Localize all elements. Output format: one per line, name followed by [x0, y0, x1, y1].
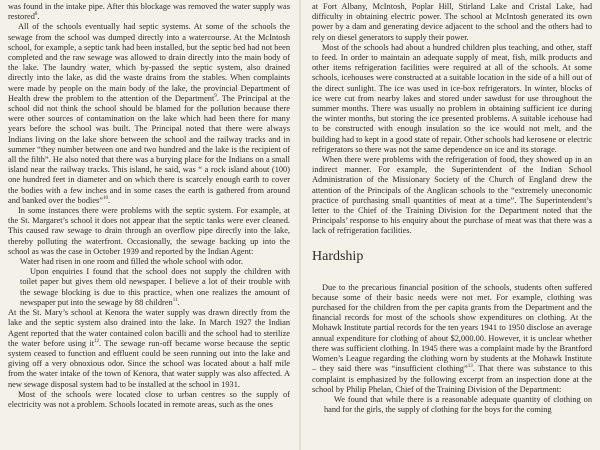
section-heading: Hardship: [312, 248, 364, 264]
block-quote: Water had risen in one room and filled the whole school with odor.: [20, 257, 243, 267]
right-column: [312, 2, 592, 415]
footnote-ref: 11: [172, 298, 178, 304]
paragraph-text: was found in the intake pipe. After this blockage was removed the water supply was restored: [8, 2, 290, 22]
paragraph-text: . That there was substance to this complaint is emphasized by the following excerpt from an inspection done at the school by Philip Phelan, Chief of the Training Division of the Department:: [312, 364, 592, 394]
paragraph-text: . The Principal at the school did not think the school should be blamed for the pollution because there were other sources of contamination on the lake which had been there for many years before the school was built. The Principal noted that there were always Indians living on the lake shore between the school and the railway tracks and in summer “they number between one and two hundred and the lake is the recipient of all the filth”. He also noted that there was a burying place for the Indians on a small island near the railway tracks. This island, he said, was “ a rock island about (100) one hundred feet in diameter and on which there is scarcely enough earth to cover the bodies with a few inches and in some cases the earth is gathered from around and banked over the bodies”: [8, 93, 291, 205]
footnote-ref: 9: [214, 94, 217, 100]
footnote-ref: 10: [103, 196, 108, 202]
paragraph: Most of the schools had about a hundred children plus teaching, and other, staff to feed. In order to maintain an adequate supply of meat, fish, milk products and other items refrigeration facilities were required at all of the schools. At some schools, icehouses were constructed at a suitable location in the side of a hill out of the direct sunlight. The ice was used in ice-box refrigerators. In winter, blocks of ice were cut from nearby lakes and stored under sawdust for use throughout the summer months. There was usually no problem in obtaining sufficient ice during the winter months, but storing the ice presented problems. A suitable icehouse had to be constructed with enough insulation so the ice would not melt, and the building had to kept in a good state of repair. Other schools had kerosene or electric refrigerators so there was not the same dependence on ice and its storage.: [312, 42, 592, 154]
page-gutter: [299, 0, 301, 450]
paragraph: In some instances there were problems with the septic system. For example, at the St. Margaret’s school it does not appear that the septic tanks were ever cleaned. This caused raw sewage to drain through an overflow pipe directly into the lake, thereby polluting the waterfront. Occasionally, the sewage backing up into the school as was the case in October 1939 and reported by the Indian Agent:: [8, 206, 290, 256]
paragraph-text: Due to the precarious financial position of the schools, students often suffered because some of their basic needs were not met. For example, clothing was purchased for the children from the per capita grants from the Department and the financial records for most of the schools show expenditures on clothing. At the Mohawk Institute partial records for the ten years 1941 to 1950 disclose an average annual expenditure for clothing of about $2,000.00. However, it is unclear whether there was sufficient clothing. In 1945 there was a complaint made by the Brantford Women’s League regarding the clothing worn by students at the Mohawk Institute – they said there was “insufficient clothing”: [312, 282, 592, 374]
paragraph: [312, 283, 592, 395]
footnote-ref: 12: [94, 338, 100, 344]
block-quote: We found that while there is a reasonable adequate quantity of clothing on hand for the girls, the supply of clothing for the boys for the coming: [324, 394, 592, 415]
quote-text: Upon enquiries I found that the school does not supply the children with toilet paper but gives them old newspaper. I believe a lot of their trouble with the sewage blocking is due to this practice, when one realizes the amount of newspaper put into the sewage by 88 children: [20, 267, 290, 307]
paragraph-text: . The sewage run-off became worse because the septic system ceased to function and effluent could be seen running out into the lake and giving off a very obnoxious odor. Since the school was located about a half mile from the water intake of the town of Kenora, that water supply was also affected. A new sewage disposal system had to be installed at the school in 1931.: [8, 338, 290, 389]
paragraph: All of the schools eventually had septic systems. At some of the schools the sewage from the school was dumped directly into a watercourse. At the McIntosh school, for example, a septic tank had been installed, but the septic bed had not been completed and the raw sewage was allowed to drain directly into the main body of the lake. The laundry water, which by-passed the septic system, also drained directly into the lake, as did the waste drains from the stables. When complaints were made by people on the main body of the lake, the provincial Department of Health drew the problem to the attention of the Department$^9$. The Principal at the school did not think the school should be blamed for the pollution because there were other sources of contamination on the lake which had been there for many years before the school was built. The Principal noted that there were always Indians living on the lake shore between the school and the railway tracks and in summer “they number between one and two hundred and the lake is the recipient of all the filth”. He also noted that there was a burying place for the Indians on a small island near the railway tracks. This island, he said, was “ a rock island about (100) one hundred feet in diameter and on which there is scarcely enough earth to cover the bodies with a few inches and in some cases the earth is gathered from around and banked over the bodies”$^{10}$.: [8, 22, 291, 205]
paragraph: at Fort Albany, McIntosh, Poplar Hill, Stirland Lake and Cristal Lake, had difficulty in obtaining electric power. The school at McIntosh generated its own power by a dam and generating device adjacent to the school and the others had to rely on diesel generators to supply their power.: [312, 2, 592, 42]
paragraph: [8, 308, 290, 390]
left-column: [8, 2, 290, 410]
paragraph-text: At the St. Mary’s school at Kenora the water supply was drawn directly from the lake and the septic system also drained into the lake. In March 1927 the Indian Agent reported that the water contained colon bacilli and the school had to sterilize the water before using it: [8, 308, 290, 348]
paragraph-text: All of the schools eventually had septic systems. At some of the schools the sewage from the school was dumped directly into a watercourse. At the McIntosh school, for example, a septic tank had been installed, but the septic bed had not been completed and the raw sewage was allowed to drain directly into the main body of the lake. The laundry water, which by-passed the septic system, also drained directly into the lake, as did the waste drains from the stables. When complaints were made by people on the main body of the lake, the provincial Department of Health drew the problem to the attention of the Department: [8, 22, 290, 103]
paragraph: Most of the schools were located close to urban centres so the supply of electricity was not a problem. Schools located in remote areas, such as the ones: [8, 389, 290, 409]
footnote-ref: 13: [467, 364, 473, 370]
paragraph: When there were problems with the refrigeration of food, they showed up in an indirect manner. For example, the Superintendent of the Indian School Administration of the Missionary Society of the Church of England drew the attention of the Principals of the Anglican schools to the “extremely uneconomic practice of purchasing small quantities of meat at a time”. The Superintendent’s letter to the Chief of the Training Division for the Department noted that the Principals’ response to his enquiry about the purchase of meat was that there was a lack of refrigeration facilities.: [312, 155, 592, 236]
paragraph: was found in the intake pipe. After this blockage was removed the water supply was restored$^8$.: [8, 2, 290, 22]
footnote-ref: 8: [34, 12, 38, 18]
block-quote: Upon enquiries I found that the school does not supply the children with toilet paper but gives them old newspaper. I believe a lot of their trouble with the sewage blocking is due to this practice, when one realizes the amount of newspaper put into the sewage by 88 children$^{11}$.: [20, 267, 290, 307]
